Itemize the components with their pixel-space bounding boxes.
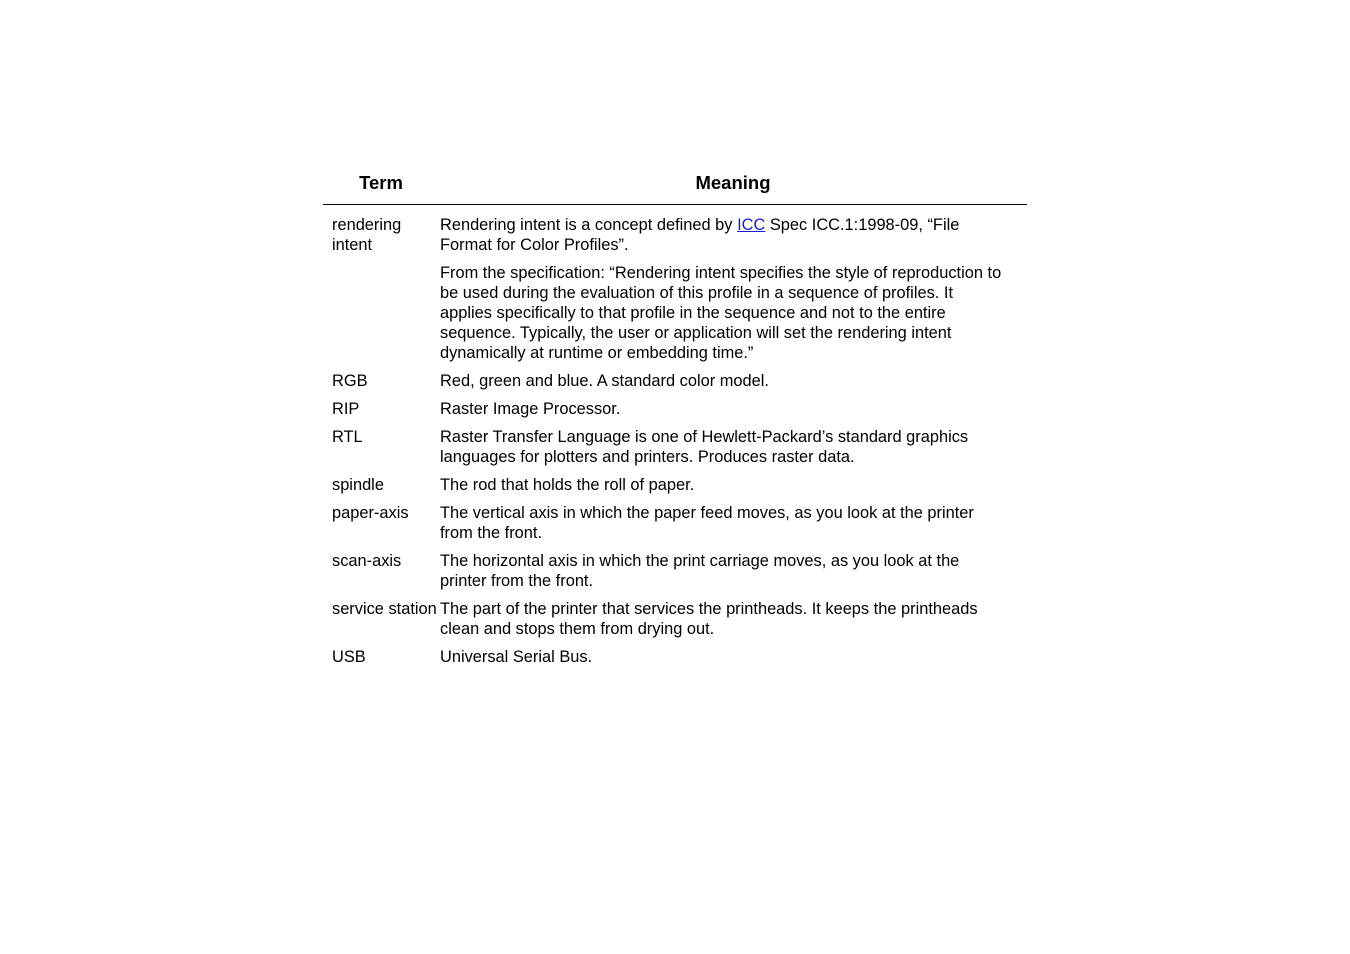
table-row xyxy=(323,639,1027,667)
term-cell: rendering intent xyxy=(332,216,402,254)
icc-link[interactable]: ICC xyxy=(737,216,766,234)
term-cell: spindle xyxy=(332,476,384,494)
meaning-cell: Universal Serial Bus. xyxy=(440,648,593,666)
term-cell: RTL xyxy=(332,428,363,446)
table-row xyxy=(323,543,1027,591)
term-cell: service station xyxy=(332,600,437,618)
column-header-meaning: Meaning xyxy=(695,172,771,193)
meaning-cell: The part of the printer that services the printheads. It keeps the printheads clean and stops them from drying out. xyxy=(440,600,978,638)
table-row xyxy=(323,363,1027,391)
table-row xyxy=(323,391,1027,419)
meaning-paragraph xyxy=(440,215,1009,255)
term-cell: scan-axis xyxy=(332,552,402,570)
term-cell: USB xyxy=(332,648,366,666)
column-header-term: Term xyxy=(359,172,403,193)
table-row xyxy=(323,591,1027,639)
meaning-text: Rendering intent is a concept defined by xyxy=(440,216,738,234)
meaning-cell: The rod that holds the roll of paper. xyxy=(440,476,695,494)
meaning-cell: The horizontal axis in which the print carriage moves, as you look at the printer from the front. xyxy=(440,552,960,590)
meaning-text: Spec ICC.1:1998-09, “File Format for Color Profiles”. xyxy=(440,216,960,254)
term-cell: RIP xyxy=(332,400,360,418)
table-body xyxy=(323,205,1027,667)
meaning-cell xyxy=(440,215,1009,363)
table-row xyxy=(323,495,1027,543)
term-cell: RGB xyxy=(332,372,368,390)
meaning-cell: Raster Transfer Language is one of Hewlett-Packard’s standard graphics languages for plotters and printers. Produces raster data. xyxy=(440,428,969,466)
table-header xyxy=(323,170,1027,205)
glossary-table xyxy=(323,170,1027,667)
meaning-paragraph: From the specification: “Rendering intent specifies the style of reproduction to be used during the evaluation of this profile in a sequence of profiles. It applies specifically to that profile in the sequence and not to the entire sequence. Typically, the user or application will set the rendering intent dynamically at runtime or embedding time.” xyxy=(440,264,1002,362)
meaning-cell: Red, green and blue. A standard color model. xyxy=(440,372,769,390)
term-cell: paper-axis xyxy=(332,504,409,522)
meaning-cell: Raster Image Processor. xyxy=(440,400,621,418)
table-row xyxy=(323,419,1027,467)
meaning-cell: The vertical axis in which the paper feed moves, as you look at the printer from the front. xyxy=(440,504,974,542)
table-row xyxy=(323,207,1027,363)
table-row xyxy=(323,467,1027,495)
